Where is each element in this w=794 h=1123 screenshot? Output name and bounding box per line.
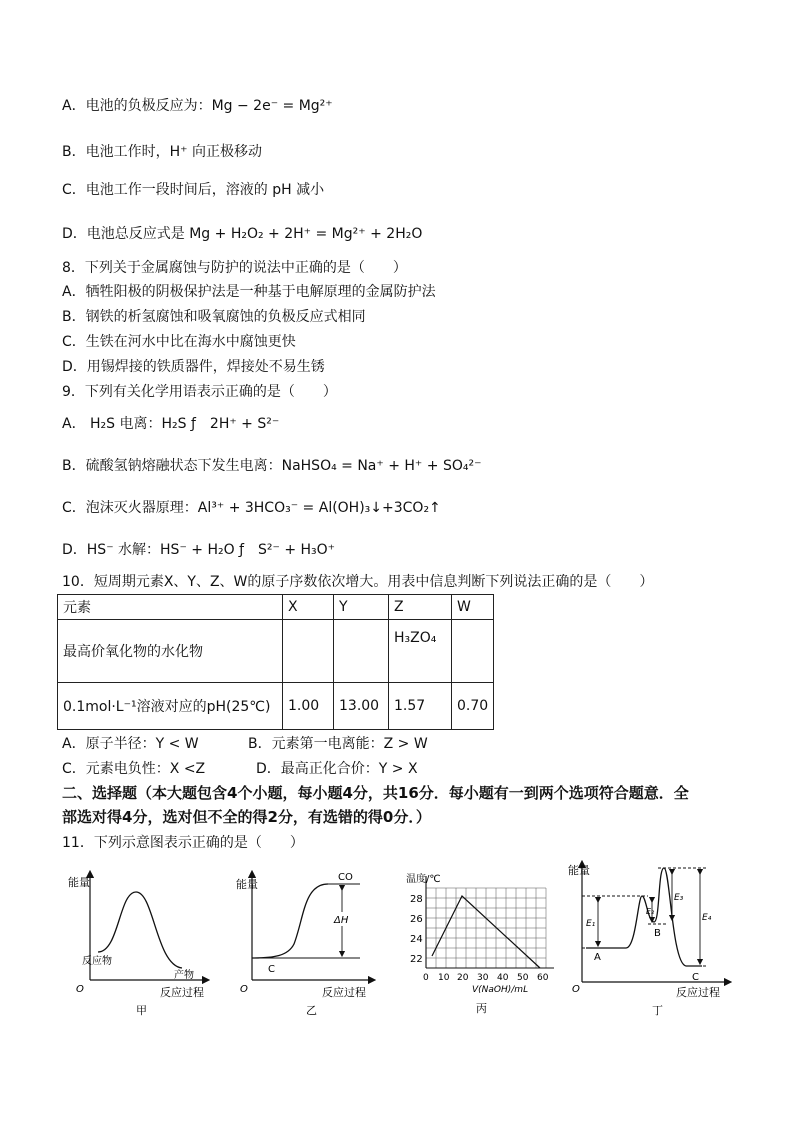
q9-option-d: D．HS⁻ 水解：HS⁻ + H₂O ƒ S²⁻ + H₃O⁺	[62, 542, 336, 558]
x-tick-label: 50	[517, 973, 529, 983]
point-c-label: C	[692, 972, 699, 983]
q9-stem: 9．下列有关化学用语表示正确的是（ ）	[62, 384, 337, 400]
q8-stem: 8．下列关于金属腐蚀与防护的说法中正确的是（ ）	[62, 260, 407, 276]
q8-option-d: D．用锡焊接的铁质器件，焊接处不易生锈	[62, 359, 325, 375]
q7-option-a: A．电池的负极反应为：Mg − 2e⁻ = Mg²⁺	[62, 98, 333, 114]
energy-curve	[586, 868, 702, 966]
table-cell	[452, 620, 494, 683]
q9-option-b: B．硫酸氢钠熔融状态下发生电离：NaHSO₄ = Na⁺ + H⁺ + SO₄²⁻	[62, 458, 482, 474]
e4-label: E₄	[702, 913, 712, 923]
figure-caption: 丁	[652, 1004, 663, 1017]
x-tick-label: 20	[457, 973, 469, 983]
table-cell	[283, 620, 334, 683]
y-tick-label: 26	[410, 914, 423, 925]
x-tick-label: 40	[497, 973, 509, 983]
q10-option-d: D．最高正化合价：Y > X	[256, 761, 418, 777]
x-axis-label: V(NaOH)/mL	[472, 985, 529, 995]
x-tick-label: 30	[477, 973, 489, 983]
co-label: CO	[338, 872, 353, 883]
table-cell: W	[452, 595, 494, 620]
figure-jia	[64, 860, 214, 1024]
e2-label: E₂	[646, 907, 655, 916]
y-tick-label: 24	[410, 934, 423, 945]
q10-option-b: B．元素第一电离能：Z > W	[248, 736, 428, 752]
section-2-heading-cont: 部选对得4分，选对但不全的得2分，有选错的得0分．）	[62, 808, 431, 826]
table-cell: X	[283, 595, 334, 620]
y-tick-label: 22	[410, 954, 423, 965]
y-axis-label: 能量	[236, 878, 258, 891]
c-label: C	[268, 964, 275, 975]
product-label: 产物	[174, 970, 194, 981]
table-cell: Z	[389, 595, 452, 620]
point-a-label: A	[594, 952, 601, 963]
y-axis-label: 能量	[68, 876, 90, 889]
table-row	[58, 620, 494, 683]
y-tick-label: 28	[410, 894, 423, 905]
q10-option-c: C．元素电负性：X <Z	[62, 761, 206, 777]
q7-option-d: D．电池总反应式是 Mg + H₂O₂ + 2H⁺ = Mg²⁺ + 2H₂O	[62, 226, 423, 242]
figure-bing	[404, 866, 564, 1020]
table-cell: Y	[334, 595, 389, 620]
table-cell: 1.57	[389, 683, 452, 730]
e3-label: E₃	[674, 893, 684, 903]
x-tick-label: 10	[438, 973, 450, 983]
q9-option-c: C．泡沫灭火器原理：Al³⁺ + 3HCO₃⁻ = Al(OH)₃↓+3CO₂↑	[62, 500, 441, 516]
q8-option-a: A．牺牲阳极的阴极保护法是一种基于电解原理的金属防护法	[62, 284, 436, 300]
q10-table	[57, 594, 494, 730]
x-axis-label: 反应过程	[322, 986, 366, 999]
q8-option-c: C．生铁在河水中比在海水中腐蚀更快	[62, 334, 296, 350]
table-cell: 0.1mol·L⁻¹溶液对应的pH(25℃)	[58, 683, 283, 730]
x-axis-label: 反应过程	[676, 986, 720, 999]
q7-option-c: C．电池工作一段时间后，溶液的 pH 减小	[62, 182, 325, 198]
figure-ding	[568, 856, 738, 1024]
q7-option-b: B．电池工作时，H⁺ 向正极移动	[62, 144, 262, 160]
q10-option-a: A．原子半径：Y < W	[62, 736, 199, 752]
origin-label: O	[240, 984, 248, 995]
y-axis-label: 温度/℃	[406, 874, 441, 885]
figure-yi	[234, 860, 384, 1024]
q10-stem: 10．短周期元素X、Y、Z、W的原子序数依次增大。用表中信息判断下列说法正确的是（ ）	[62, 574, 654, 590]
table-cell: 0.70	[452, 683, 494, 730]
table-cell: H₃ZO₄	[389, 620, 452, 683]
e1-label: E₁	[586, 919, 596, 929]
y-axis-label: 能量	[568, 864, 590, 877]
origin-label: O	[76, 984, 84, 995]
figure-caption: 乙	[306, 1004, 317, 1017]
table-cell	[334, 620, 389, 683]
table-header-row	[58, 595, 494, 620]
energy-curve	[252, 884, 328, 958]
table-cell: 13.00	[334, 683, 389, 730]
q9-option-a: A． H₂S 电离：H₂S ƒ 2H⁺ + S²⁻	[62, 416, 280, 432]
reactant-label: 反应物	[82, 956, 112, 967]
x-axis-label: 反应过程	[160, 986, 204, 999]
figure-caption: 丙	[476, 1002, 487, 1015]
section-2-heading: 二、选择题（本大题包含4个小题，每小题4分，共16分．每小题有一到两个选项符合题意．全	[62, 784, 689, 802]
table-cell: 1.00	[283, 683, 334, 730]
table-cell: 最高价氧化物的水化物	[58, 620, 283, 683]
point-b-label: B	[654, 928, 661, 939]
x-tick-label: 0	[423, 973, 429, 983]
q11-stem: 11．下列示意图表示正确的是（ ）	[62, 835, 304, 851]
x-tick-label: 60	[537, 973, 549, 983]
figure-caption: 甲	[136, 1004, 147, 1017]
delta-h-label: ΔH	[334, 915, 349, 926]
table-cell: 元素	[58, 595, 283, 620]
origin-label: O	[572, 984, 580, 995]
table-row	[58, 683, 494, 730]
q8-option-b: B．钢铁的析氢腐蚀和吸氧腐蚀的负极反应式相同	[62, 309, 366, 325]
